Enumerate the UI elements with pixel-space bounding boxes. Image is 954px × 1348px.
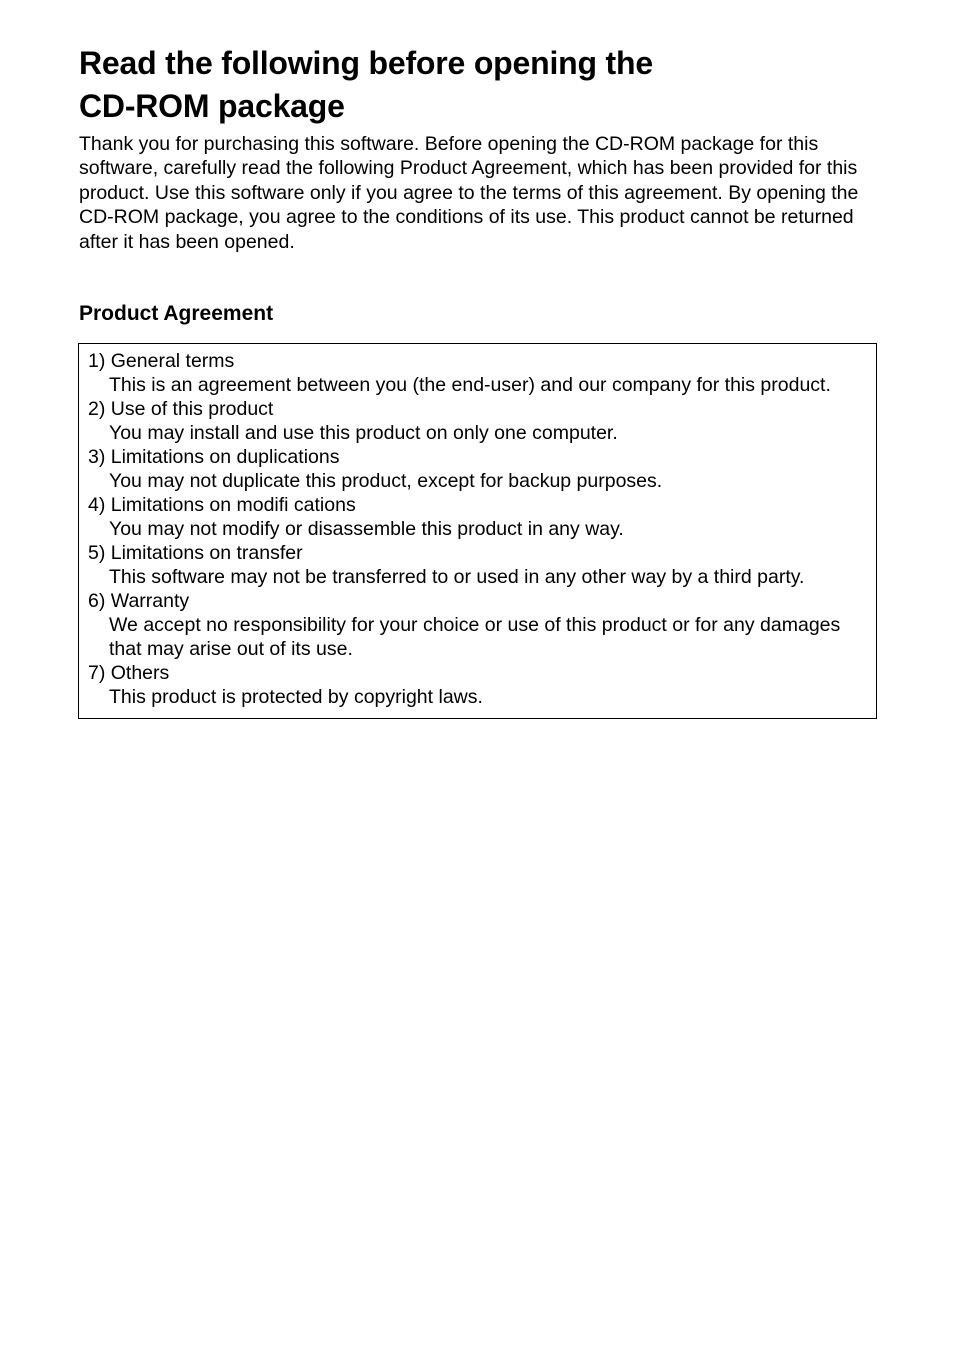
title-line-1: Read the following before opening the [79,45,653,81]
term-body: This software may not be transferred to or used in any other way by a third party. [109,566,805,588]
agreement-box [78,343,877,719]
term-transfer [88,541,876,589]
term-body: You may not duplicate this product, except for backup purposes. [109,470,663,492]
term-heading: 7) Others [88,662,170,684]
term-heading: 1) General terms [88,350,235,372]
section-heading: Product Agreement [79,302,274,326]
term-use-of-product [88,397,876,445]
term-general-terms [88,349,876,397]
term-others [88,661,876,709]
term-heading: 5) Limitations on transfer [88,542,303,564]
term-heading: 6) Warranty [88,590,190,612]
term-body: This product is protected by copyright laws. [109,686,483,708]
title-line-2: CD-ROM package [79,88,345,124]
term-body: You may install and use this product on only one computer. [109,422,618,444]
term-body: This is an agreement between you (the end-user) and our company for this product. [109,374,831,396]
intro-paragraph: Thank you for purchasing this software. Before opening the CD-ROM package for this software, carefully read the following Product Agreement, which has been provided for this product. Use this software only if you agree to the terms of this agreement. By opening the CD-ROM package, you agree to the conditions of its use. This product cannot be returned after it has been opened. [79,133,859,253]
term-body: You may not modify or disassemble this product in any way. [109,518,624,540]
term-heading: 4) Limitations on modifi cations [88,494,356,516]
term-body: We accept no responsibility for your choice or use of this product or for any damages that may arise out of its use. [109,614,841,660]
term-heading: 2) Use of this product [88,398,274,420]
term-duplications [88,445,876,493]
term-warranty [88,589,876,661]
page-title [79,42,859,128]
term-modifications [88,493,876,541]
term-heading: 3) Limitations on duplications [88,446,340,468]
